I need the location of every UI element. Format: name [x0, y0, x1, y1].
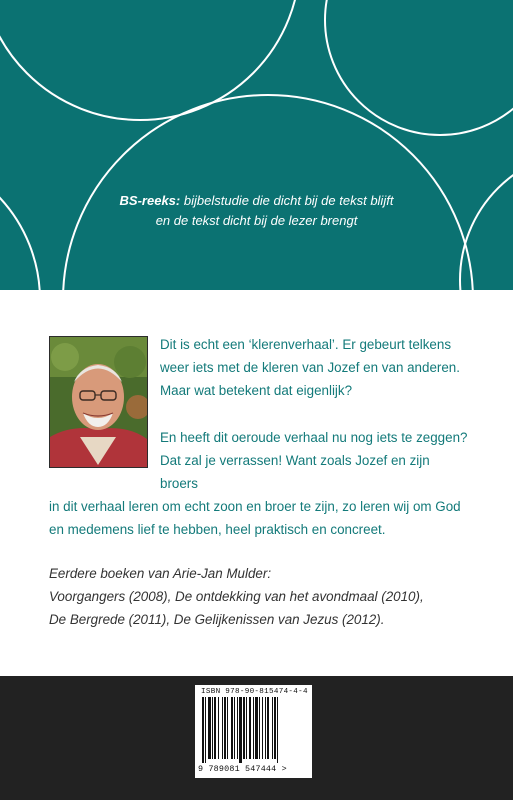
- barcode-bar: [239, 697, 242, 763]
- barcode-bar: [277, 697, 278, 763]
- barcode-bar: [265, 697, 266, 759]
- blurb-line: Dat zal je verrassen! Want zoals Jozef en zijn broers: [160, 453, 430, 491]
- previous-books: [49, 562, 469, 631]
- barcode-box: [195, 685, 312, 778]
- barcode-bar: [214, 697, 216, 759]
- blurb-line: weer iets met de kleren van Jozef en van anderen.: [160, 360, 460, 375]
- barcode-bar: [227, 697, 228, 759]
- barcode-digits: 9 789081 547444 >: [198, 764, 287, 774]
- barcode-bar: [267, 697, 269, 759]
- blurb-line: En heeft dit oeroude verhaal nu nog iets te zeggen?: [160, 430, 468, 445]
- previous-books-line: Voorgangers (2008), De ontdekking van het avondmaal (2010),: [49, 589, 424, 604]
- barcode-bar: [237, 697, 238, 759]
- barcode-bar: [246, 697, 247, 759]
- blurb-paragraph-1: [160, 333, 470, 402]
- blurb-line: Dit is echt een ‘klerenverhaal’. Er gebeurt telkens: [160, 337, 452, 352]
- tagline-line-1: [0, 191, 513, 211]
- barcode-bar: [208, 697, 211, 759]
- series-tagline: [0, 191, 513, 231]
- blurb-paragraph-2: [49, 426, 469, 541]
- barcode-bar: [205, 697, 206, 763]
- barcode-bar: [249, 697, 251, 759]
- previous-books-line: De Bergrede (2011), De Gelijkenissen van Jezus (2012).: [49, 612, 385, 627]
- barcode-bar: [202, 697, 204, 763]
- barcode-bar: [224, 697, 226, 759]
- previous-books-heading: Eerdere boeken van Arie-Jan Mulder:: [49, 566, 272, 581]
- barcode-bar: [272, 697, 273, 759]
- barcode-bar: [218, 697, 219, 759]
- blurb-line: Maar wat betekent dat eigenlijk?: [160, 383, 353, 398]
- isbn-label: ISBN 978-90-815474-4-4: [201, 688, 308, 696]
- barcode-bar: [274, 697, 276, 759]
- barcode-bars: [198, 697, 309, 763]
- barcode-bar: [231, 697, 233, 759]
- top-band: [0, 0, 513, 290]
- barcode-bar: [212, 697, 213, 759]
- blurb-line: en medemens lief te hebben, heel praktisch en concreet.: [49, 522, 386, 537]
- tagline-line-2: en de tekst dicht bij de lezer brengt: [155, 213, 358, 228]
- barcode-bar: [234, 697, 235, 759]
- series-name: BS-reeks:: [119, 193, 181, 208]
- barcode-bar: [222, 697, 223, 759]
- circle-right-top: [325, 0, 513, 135]
- barcode-bar: [259, 697, 260, 759]
- barcode-bar: [262, 697, 263, 759]
- circle-left: [0, 0, 300, 120]
- barcode-bar: [253, 697, 254, 759]
- decorative-circles: [0, 0, 513, 290]
- barcode-bar: [243, 697, 245, 759]
- tagline-line-1-rest: bijbelstudie die dicht bij de tekst blijft: [183, 193, 394, 208]
- barcode-bar: [255, 697, 258, 759]
- blurb-line: in dit verhaal leren om echt zoon en broer te zijn, zo leren wij om God: [49, 499, 461, 514]
